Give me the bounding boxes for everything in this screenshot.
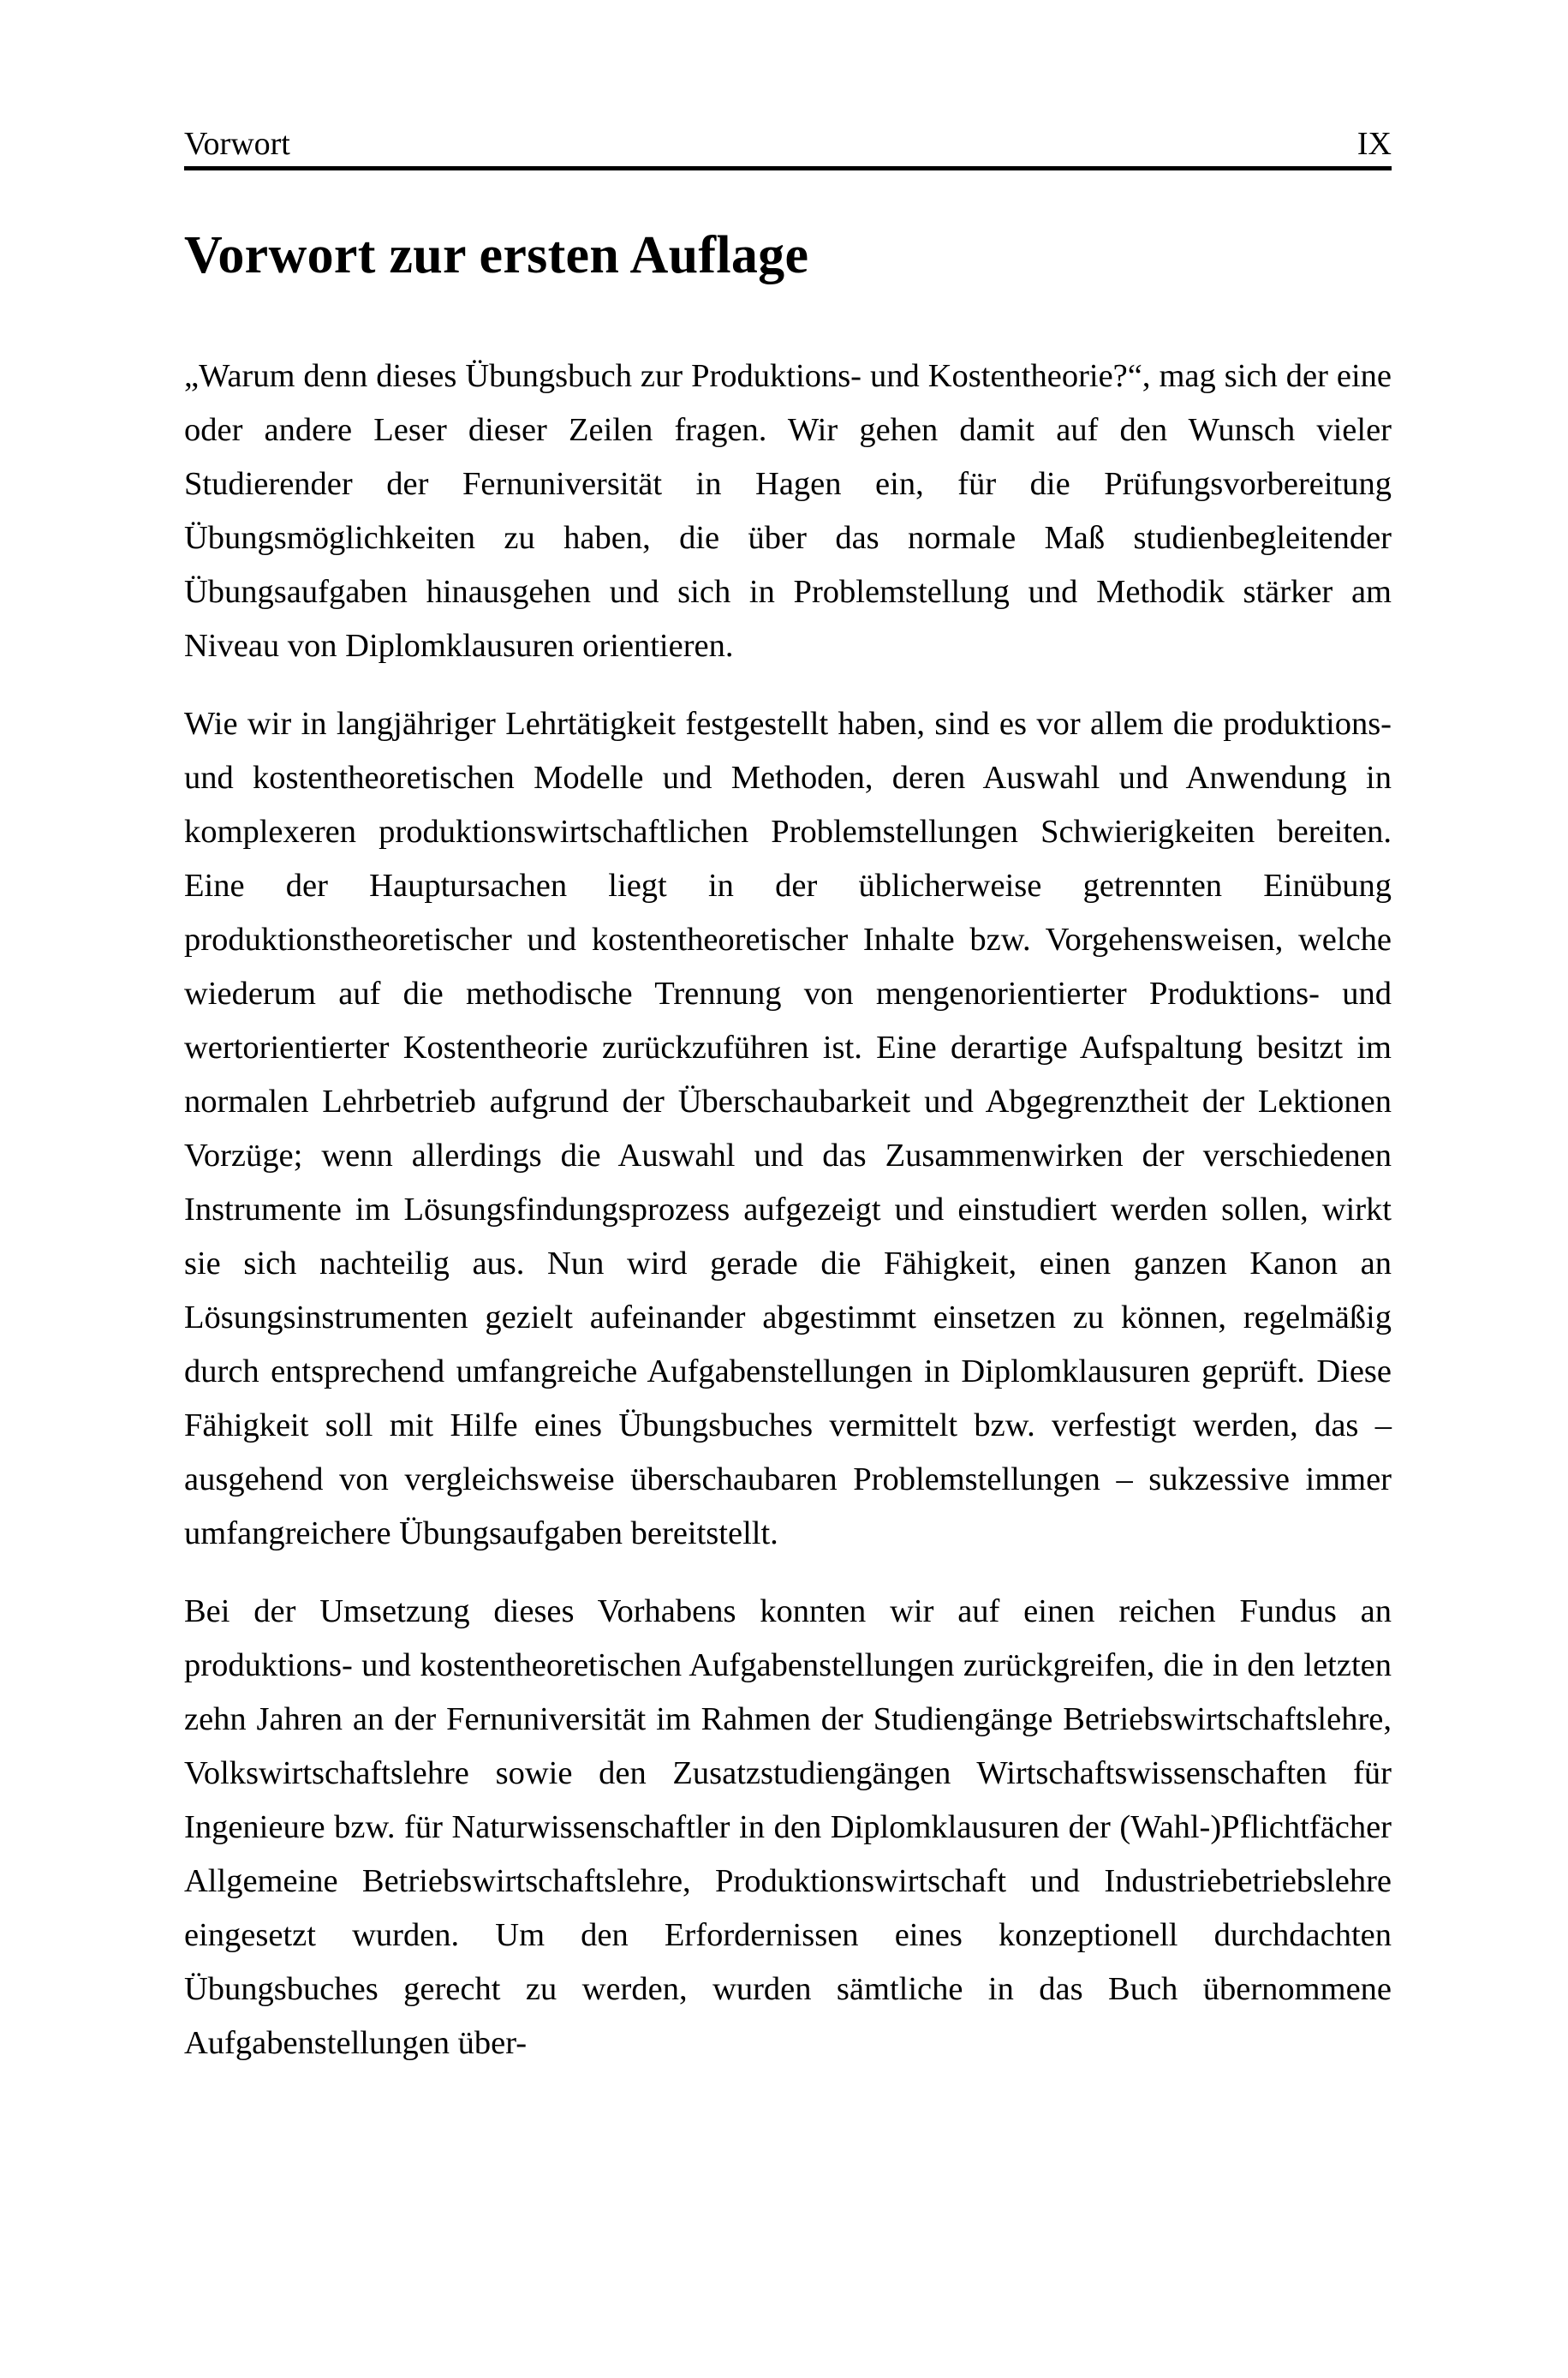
- book-page: [184, 0, 1392, 2378]
- paragraph: Bei der Umsetzung dieses Vorhabens konnten wir auf einen reichen Fundus an produktions- und kostentheoretischen Aufgabenstellungen zurückgreifen, die in den letzten zehn Jahren an der Fernuniversität im Rahmen der Studiengänge Betriebswirtschaftslehre, Volkswirtschaftslehre sowie den Zusatzstudiengängen Wirtschaftswissenschaften für Ingenieure bzw. für Naturwissenschaftler in den Diplomklausuren der (Wahl-)Pflichtfächer Allgemeine Betriebswirtschaftslehre, Produktionswirtschaft und Industriebetriebslehre eingesetzt wurden. Um den Erfordernissen eines konzeptionell durchdachten Übungsbuches gerecht zu werden, wurden sämtliche in das Buch übernommene Aufgabenstellungen über-: [184, 1593, 1392, 2061]
- paragraph: Wie wir in langjähriger Lehrtätigkeit festgestellt haben, sind es vor allem die produktions- und kostentheoretischen Modelle und Methoden, deren Auswahl und Anwendung in komplexeren produktionswirtschaftlichen Problemstellungen Schwierigkeiten bereiten. Eine der Hauptursachen liegt in der üblicherweise getrennten Einübung produktionstheoretischer und kostentheoretischer Inhalte bzw. Vorgehensweisen, welche wiederum auf die methodische Trennung von mengenorientierter Produktions- und wertorientierter Kostentheorie zurückzuführen ist. Eine derartige Aufspaltung besitzt im normalen Lehrbetrieb aufgrund der Überschaubarkeit und Abgegrenztheit der Lektionen Vorzüge; wenn allerdings die Auswahl und das Zusammenwirken der verschiedenen Instrumente im Lösungsfindungsprozess aufgezeigt und einstudiert werden sollen, wirkt sie sich nachteilig aus. Nun wird gerade die Fähigkeit, einen ganzen Kanon an Lösungsinstrumenten gezielt aufeinander abgestimmt einsetzen zu können, regelmäßig durch entsprechend umfangreiche Aufgabenstellungen in Diplomklausuren geprüft. Diese Fähigkeit soll mit Hilfe eines Übungsbuches vermittelt bzw. verfestigt werden, das – ausgehend von vergleichsweise überschaubaren Problemstellungen – sukzessive immer umfangreichere Übungsaufgaben bereitstellt.: [184, 706, 1392, 1551]
- running-title: Vorwort: [184, 126, 290, 162]
- paragraph: „Warum denn dieses Übungsbuch zur Produktions- und Kostentheorie?“, mag sich der eine oder andere Leser dieser Zeilen fragen. Wir gehen damit auf den Wunsch vieler Studierender der Fernuniversität in Hagen ein, für die Prüfungsvorbereitung Übungsmöglichkeiten zu haben, die über das normale Maß studienbegleitender Übungsaufgaben hinausgehen und sich in Problemstellung und Methodik stärker am Niveau von Diplomklausuren orientieren.: [184, 358, 1392, 664]
- body-text: [184, 350, 1392, 2094]
- chapter-title: Vorwort zur ersten Auflage: [184, 226, 809, 284]
- running-header: [184, 118, 1392, 170]
- page-number: IX: [1356, 126, 1392, 162]
